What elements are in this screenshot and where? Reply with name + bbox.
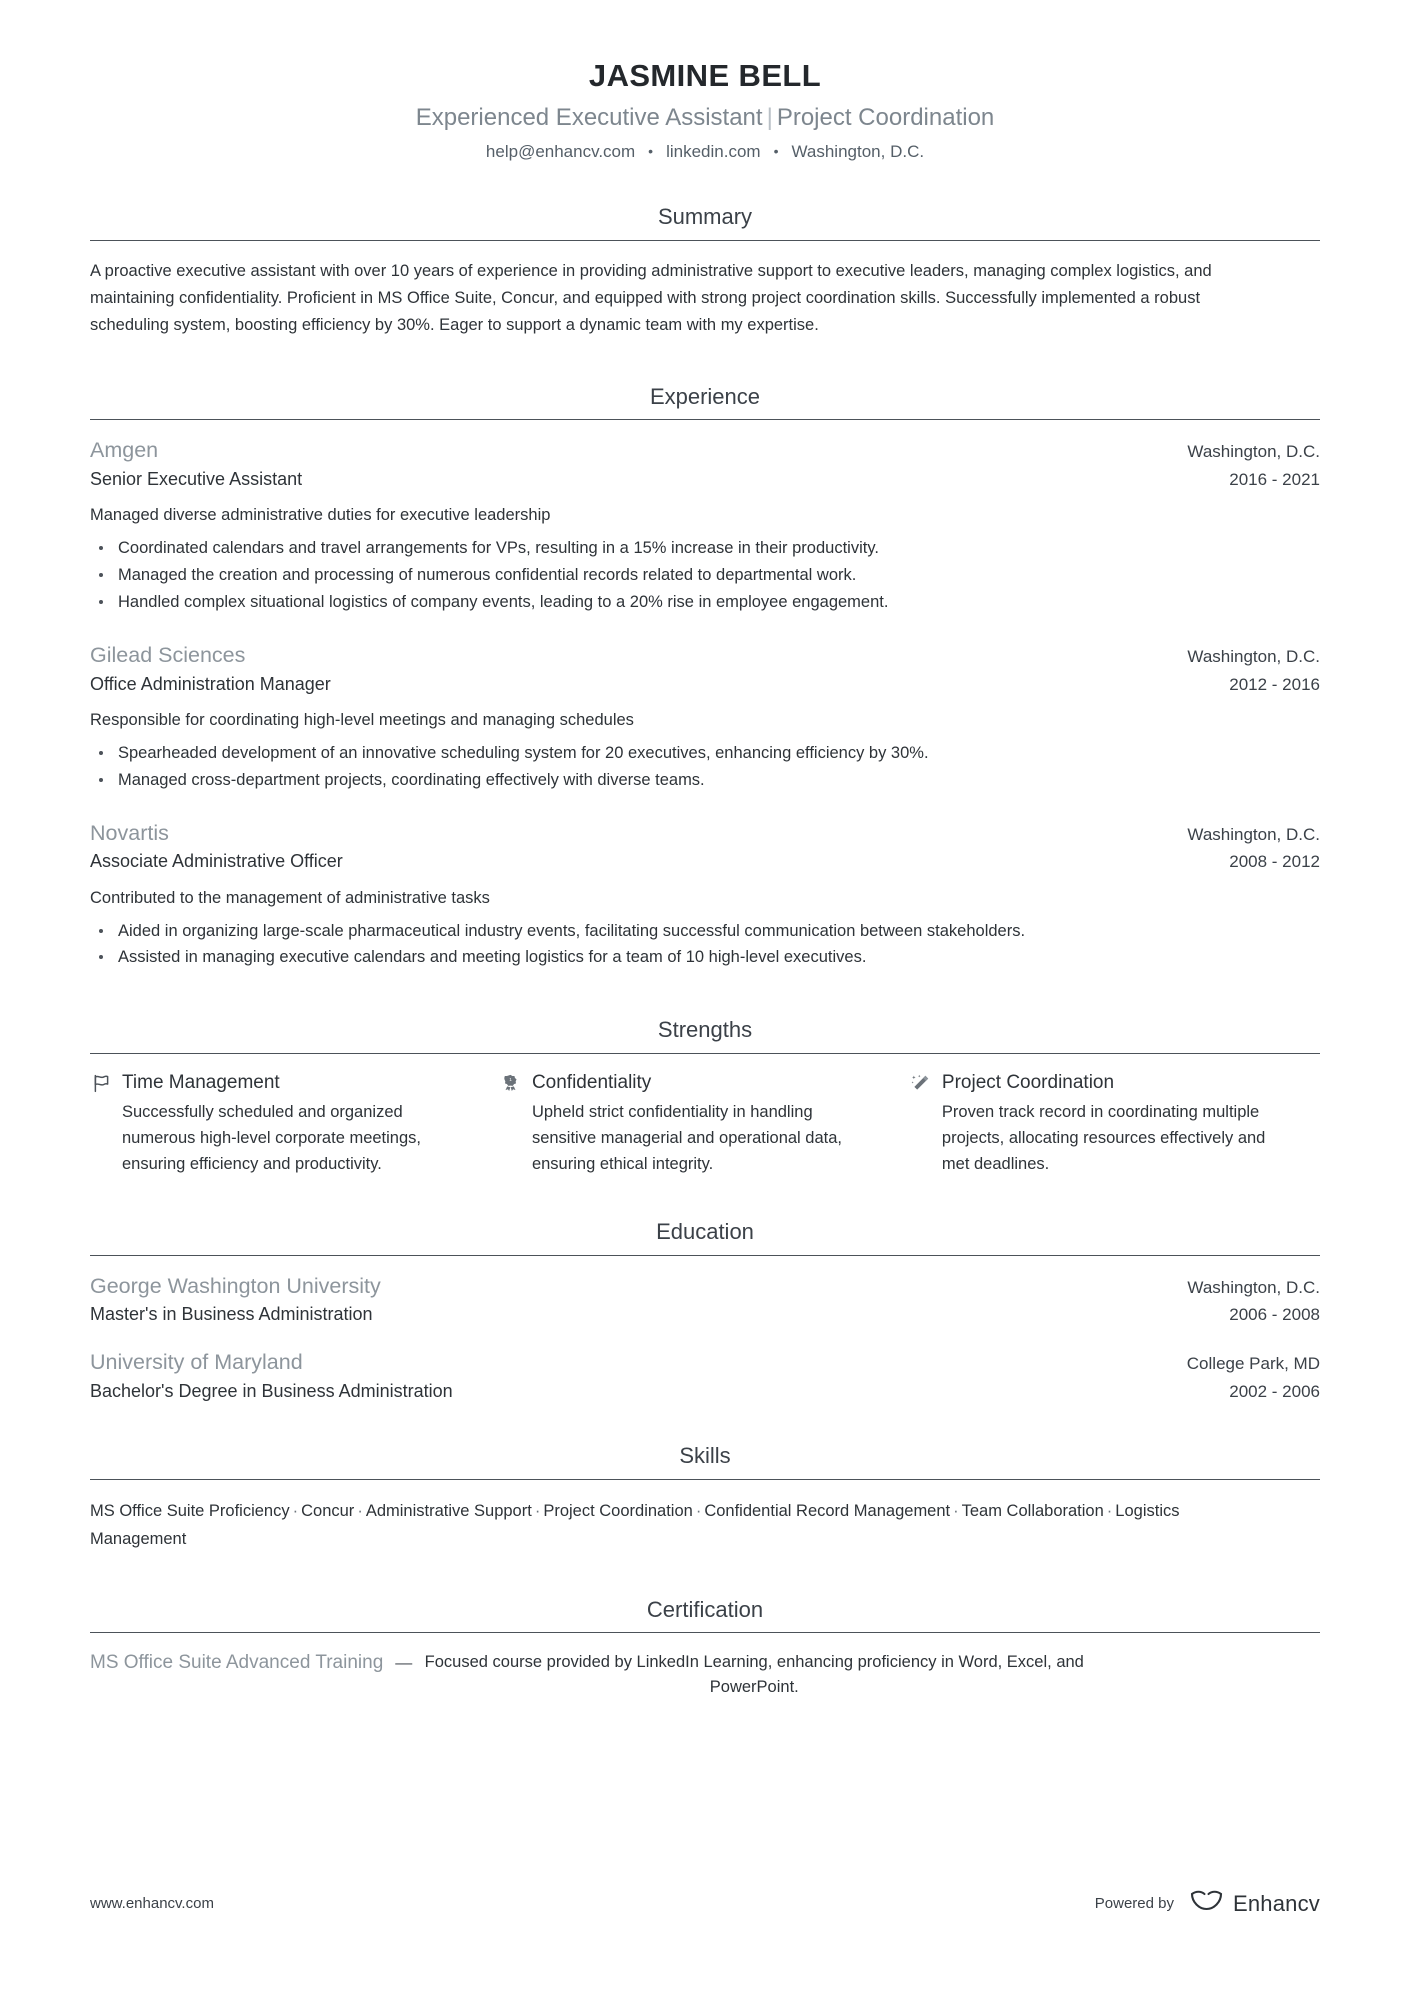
strengths-list [90, 1054, 1320, 1177]
education-school: University of Maryland [90, 1349, 303, 1374]
skill-separator: · [357, 1501, 363, 1520]
footer-url[interactable]: www.enhancv.com [90, 1895, 214, 1912]
resume-header [90, 0, 1320, 162]
experience-entry-subheader [90, 673, 1320, 696]
experience-bullets [90, 740, 1320, 794]
section-title-skills: Skills [679, 1443, 731, 1469]
skill-separator: · [953, 1501, 959, 1520]
experience-bullets [90, 535, 1320, 616]
experience-job-title: Senior Executive Assistant [90, 468, 303, 489]
section-title-experience: Experience [649, 383, 761, 409]
powered-by-label: Powered by [1094, 1895, 1174, 1912]
skill-item: Team Collaboration [961, 1501, 1104, 1520]
award-medal-icon [500, 1072, 522, 1094]
experience-dates: 2008 - 2012 [1229, 852, 1320, 872]
headline-divider: | [766, 103, 773, 131]
brand-name: Enhancv [1232, 1890, 1320, 1916]
skill-item: Concur [301, 1501, 355, 1520]
strength-title: Project Coordination [941, 1071, 1115, 1093]
skill-item: Logistics Management [90, 1501, 1180, 1548]
skill-separator: · [534, 1501, 541, 1520]
experience-bullet: Aided in organizing large-scale pharmaceutical industry events, facilitating successful communication between stakeholders. [90, 918, 1320, 945]
section-title-strengths: Strengths [657, 1017, 753, 1043]
contact-separator: • [648, 143, 654, 160]
skill-separator: · [695, 1501, 702, 1520]
certification-dash: — [395, 1653, 413, 1673]
infinity-loop-icon [1190, 1890, 1224, 1917]
education-entry-header [90, 1273, 1320, 1301]
education-location: College Park, MD [1186, 1353, 1320, 1373]
experience-entry [90, 437, 1320, 616]
experience-bullet: Coordinated calendars and travel arrangements for VPs, resulting in a 15% increase in their productivity. [90, 535, 1320, 562]
education-entry-header [90, 1349, 1320, 1377]
experience-entry-header [90, 642, 1320, 670]
section-skills [90, 1443, 1320, 1552]
education-entry-subheader [90, 1380, 1320, 1403]
enhancv-logo [1190, 1890, 1320, 1917]
education-entry [90, 1349, 1320, 1403]
education-entry [90, 1273, 1320, 1327]
contact-info [90, 142, 1320, 162]
skill-item: Administrative Support [365, 1501, 532, 1520]
contact-separator: • [773, 143, 779, 160]
section-education [90, 1219, 1320, 1403]
education-entry-subheader [90, 1303, 1320, 1326]
experience-bullet: Spearheaded development of an innovative scheduling system for 20 executives, enhancing efficiency by 30%. [90, 740, 1320, 767]
experience-bullets [90, 918, 1320, 972]
experience-entry-header [90, 437, 1320, 465]
education-degree: Bachelor's Degree in Business Administration [90, 1380, 453, 1401]
strength-item [910, 1071, 1320, 1177]
contact-linkedin[interactable]: linkedin.com [666, 142, 761, 162]
experience-entry [90, 642, 1320, 794]
experience-job-title: Associate Administrative Officer [90, 851, 343, 872]
experience-company: Amgen [90, 437, 159, 462]
summary-body [90, 241, 1320, 339]
magic-wand-icon [910, 1072, 932, 1094]
footer-brand-group [1095, 1890, 1320, 1917]
strength-header [910, 1071, 1286, 1096]
skills-body [90, 1480, 1320, 1553]
certification-entry [90, 1633, 1320, 1700]
page-footer [90, 1890, 1320, 1917]
experience-list [90, 420, 1320, 971]
skill-separator: · [292, 1501, 299, 1520]
experience-job-title: Office Administration Manager [90, 673, 331, 694]
experience-entry [90, 820, 1320, 972]
strength-title: Confidentiality [531, 1071, 652, 1093]
certification-name: MS Office Suite Advanced Training [90, 1652, 384, 1674]
strength-description: Proven track record in coordinating multiple projects, allocating resources effectively and met deadlines. [941, 1103, 1266, 1173]
section-strengths [90, 1017, 1320, 1177]
professional-headline [90, 104, 1320, 133]
education-location: Washington, D.C. [1187, 1277, 1320, 1297]
skill-item: MS Office Suite Proficiency [90, 1501, 290, 1520]
experience-entry-subheader [90, 850, 1320, 873]
experience-bullet: Managed the creation and processing of numerous confidential records related to departmental work. [90, 562, 1320, 589]
education-list [90, 1256, 1320, 1404]
section-title-education: Education [656, 1219, 754, 1245]
experience-bullet: Managed cross-department projects, coordinating effectively with diverse teams. [90, 767, 1320, 794]
flag-icon [90, 1072, 112, 1094]
summary-text: A proactive executive assistant with over 10 years of experience in providing administrative support to executive leaders, managing complex logistics, and maintaining confidentiality. Proficient in MS Office Suite, Concur, and equipped with strong project coordination skills. Successfully implemented a robust scheduling system, boosting efficiency by 30%. Eager to support a dynamic team with my expertise. [90, 261, 1212, 334]
skill-item: Confidential Record Management [704, 1501, 951, 1520]
page-title: JASMINE BELL [588, 58, 822, 93]
headline-right: Project Coordination [776, 103, 995, 131]
contact-location: Washington, D.C. [791, 142, 925, 162]
experience-description: Responsible for coordinating high-level meetings and managing schedules [90, 710, 634, 729]
headline-left: Experienced Executive Assistant [415, 103, 763, 131]
experience-bullet: Handled complex situational logistics of company events, leading to a 20% rise in employee engagement. [90, 589, 1320, 616]
education-degree: Master's in Business Administration [90, 1304, 373, 1325]
section-summary [90, 204, 1320, 338]
experience-description: Contributed to the management of administrative tasks [90, 888, 490, 907]
strength-header [90, 1071, 466, 1096]
strength-item [90, 1071, 500, 1177]
contact-email[interactable]: help@enhancv.com [485, 142, 636, 162]
section-experience [90, 384, 1320, 972]
strength-title: Time Management [122, 1071, 280, 1093]
experience-dates: 2016 - 2021 [1229, 469, 1320, 489]
experience-entry-subheader [90, 468, 1320, 491]
strength-item [500, 1071, 910, 1177]
strength-description: Successfully scheduled and organized numerous high-level corporate meetings, ensuring efficiency and productivity. [122, 1103, 421, 1173]
education-dates: 2006 - 2008 [1229, 1305, 1320, 1325]
experience-location: Washington, D.C. [1187, 441, 1320, 461]
experience-description: Managed diverse administrative duties for executive leadership [90, 506, 551, 525]
skill-separator: · [1106, 1501, 1113, 1520]
experience-dates: 2012 - 2016 [1229, 674, 1320, 694]
section-title-certification: Certification [646, 1596, 764, 1622]
experience-company: Gilead Sciences [90, 642, 246, 667]
svg-text:1: 1 [509, 1077, 513, 1083]
section-title-summary: Summary [657, 204, 753, 230]
skills-text [90, 1497, 1200, 1553]
experience-location: Washington, D.C. [1187, 824, 1320, 844]
experience-entry-header [90, 820, 1320, 848]
education-school: George Washington University [90, 1273, 381, 1298]
strength-header [500, 1071, 876, 1096]
strength-description: Upheld strict confidentiality in handling sensitive managerial and operational data, ensuring ethical integrity. [531, 1103, 842, 1173]
section-certification [90, 1597, 1320, 1700]
certification-description: Focused course provided by LinkedIn Learning, enhancing proficiency in Word, Excel, and PowerPoint. [424, 1653, 1084, 1696]
experience-bullet: Assisted in managing executive calendars and meeting logistics for a team of 10 high-level executives. [90, 944, 1320, 971]
education-dates: 2002 - 2006 [1229, 1381, 1320, 1401]
skill-item: Project Coordination [543, 1501, 693, 1520]
experience-company: Novartis [90, 820, 169, 845]
experience-location: Washington, D.C. [1187, 646, 1320, 666]
